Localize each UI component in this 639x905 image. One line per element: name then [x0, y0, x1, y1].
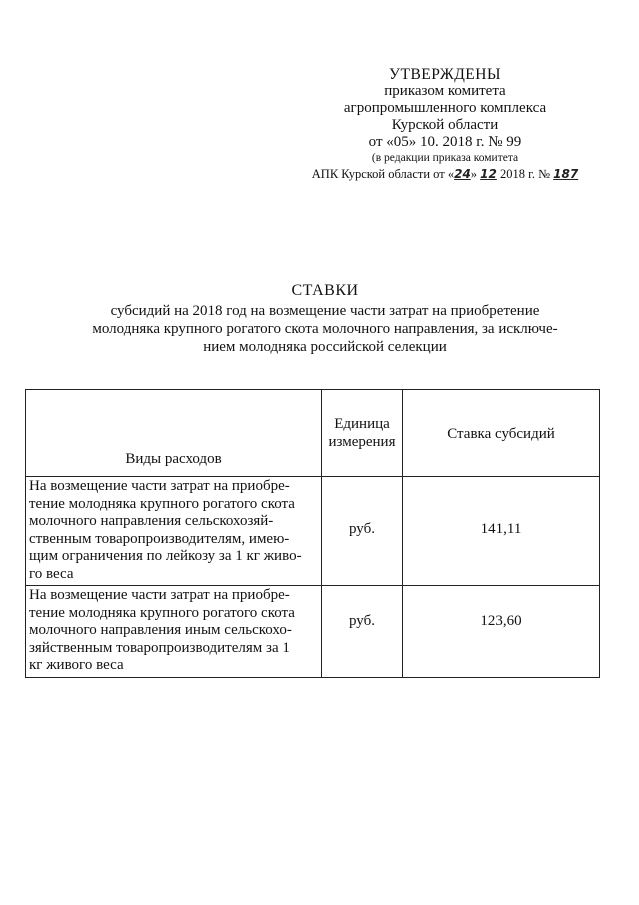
- handwritten-number: 187: [553, 167, 579, 181]
- rates-table: [25, 389, 600, 678]
- rate-cell: [403, 586, 600, 678]
- unit-value: руб.: [349, 613, 375, 629]
- rate-value: 123,60: [480, 613, 522, 629]
- description-line: го веса: [29, 565, 74, 582]
- edition-prefix: АПК Курской области от «: [311, 167, 455, 181]
- edition-note: (в редакции приказа комитета: [371, 152, 519, 164]
- table-row: [26, 477, 600, 586]
- unit-cell: [322, 586, 403, 678]
- approval-block: [300, 66, 590, 183]
- description-line: тение молодняка крупного рогатого скота: [29, 604, 295, 621]
- expense-description: [26, 586, 322, 678]
- description-line: На возмещение части затрат на приобре-: [29, 478, 290, 494]
- description-line: кг живого веса: [29, 657, 124, 673]
- approval-line: приказом комитета: [384, 83, 506, 99]
- subtitle-line: молодняка крупного рогатого скота молочного направления, за исключе-: [92, 321, 558, 337]
- handwritten-day: 24: [454, 167, 471, 181]
- description-line: На возмещение части затрат на приобре-: [29, 587, 290, 603]
- document-title: СТАВКИ: [291, 282, 359, 299]
- approval-line: агропромышленного комплекса: [343, 100, 547, 116]
- table-header-row: [26, 390, 600, 477]
- rate-value: 141,11: [480, 521, 522, 537]
- subtitle-line: нием молодняка российской селекции: [203, 339, 447, 355]
- approval-order-date: от «05» 10. 2018 г. № 99: [368, 134, 522, 150]
- unit-value: руб.: [349, 521, 375, 537]
- header-rate: [403, 390, 600, 477]
- approval-title: УТВЕРЖДЕНЫ: [389, 66, 501, 83]
- header-rate-label: Ставка субсидий: [447, 426, 555, 442]
- subtitle-line: субсидий на 2018 год на возмещение части затрат на приобретение: [110, 303, 540, 319]
- header-unit-line: измерения: [328, 434, 396, 450]
- rate-cell: [403, 477, 600, 586]
- edition-line: [300, 166, 590, 183]
- header-expense-type: [26, 390, 322, 477]
- edition-year: 2018 г. №: [496, 167, 554, 181]
- header-expense-type-label: Виды расходов: [125, 451, 222, 467]
- header-unit-line: Единица: [334, 416, 390, 432]
- description-line: молочного направления сельскохозяй-: [29, 513, 274, 529]
- document-heading: [60, 282, 590, 356]
- description-line: ственным товаропроизводителям, имею-: [29, 530, 290, 547]
- description-line: тение молодняка крупного рогатого скота: [29, 495, 295, 512]
- edition-mid: »: [470, 167, 481, 181]
- approval-line: Курской области: [391, 117, 499, 133]
- expense-description: [26, 477, 322, 586]
- table-row: [26, 586, 600, 678]
- description-line: молочного направления иным сельскохо-: [29, 622, 292, 638]
- header-unit: [322, 390, 403, 477]
- unit-cell: [322, 477, 403, 586]
- description-line: щим ограничения по лейкозу за 1 кг живо-: [29, 548, 302, 564]
- handwritten-month: 12: [480, 167, 497, 181]
- description-line: зяйственным товаропроизводителям за 1: [29, 639, 290, 656]
